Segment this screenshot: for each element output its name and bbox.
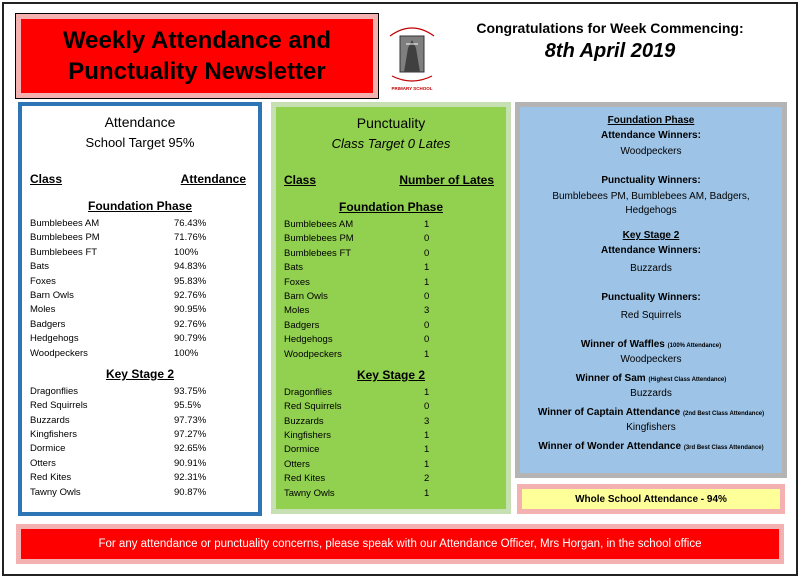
attendance-col-class: Class: [30, 172, 63, 186]
class-name: Red Squirrels: [284, 401, 342, 413]
class-value: 0: [424, 233, 430, 245]
attendance-col-value: Attendance: [180, 172, 246, 186]
class-value: 1: [424, 262, 430, 274]
class-name: Woodpeckers: [284, 348, 342, 360]
class-value: 3: [424, 415, 430, 427]
class-row: [276, 458, 506, 472]
class-name: Dragonflies: [30, 385, 79, 397]
ks2-attendance-winners-value: Buzzards: [630, 263, 672, 274]
class-name: Barn Owls: [30, 289, 74, 301]
class-row: [276, 386, 506, 400]
ks2-punctuality-winners-label: Punctuality Winners:: [601, 292, 701, 303]
class-value: 1: [424, 276, 430, 288]
waffles-label-text: Winner of Waffles: [580, 339, 665, 350]
winners-foundation-heading: Foundation Phase: [607, 115, 695, 126]
class-row: [276, 290, 506, 304]
class-row: [22, 399, 258, 413]
class-value: 90.91%: [174, 457, 207, 469]
newsletter-title-line2: Punctuality Newsletter: [68, 58, 326, 85]
ks2-punctuality-winners-value: Red Squirrels: [620, 310, 682, 321]
attendance-column-headers: [22, 172, 258, 186]
sam-winner-value: Buzzards: [630, 388, 672, 399]
punctuality-target: Class Target 0 Lates: [331, 136, 451, 151]
class-row: [22, 289, 258, 303]
class-row: [22, 260, 258, 274]
class-value: 100%: [174, 246, 199, 258]
class-row: [22, 471, 258, 485]
class-name: Kingfishers: [284, 430, 331, 442]
class-row: [276, 415, 506, 429]
class-name: Hedgehogs: [284, 334, 333, 346]
punctuality-col-value: Number of Lates: [399, 173, 494, 187]
logo-text: PRIMARY SCHOOL: [391, 86, 433, 91]
fp-attendance-winners-label: Attendance Winners:: [601, 130, 701, 141]
class-value: 3: [424, 305, 430, 317]
class-row: [22, 428, 258, 442]
class-name: Woodpeckers: [30, 347, 88, 359]
class-name: Bumblebees PM: [30, 232, 100, 244]
class-value: 90.79%: [174, 333, 207, 345]
class-name: Dragonflies: [284, 386, 333, 398]
fp-punctuality-winners-label: Punctuality Winners:: [601, 175, 701, 186]
class-value: 1: [424, 487, 430, 499]
class-row: [22, 414, 258, 428]
class-value: 97.73%: [174, 414, 207, 426]
class-value: 95.83%: [174, 275, 207, 287]
class-value: 92.31%: [174, 472, 207, 484]
class-value: 95.5%: [174, 400, 201, 412]
waffles-winner-value: Woodpeckers: [620, 354, 682, 365]
class-value: 71.76%: [174, 232, 207, 244]
attendance-title: Attendance: [104, 114, 176, 130]
class-row: [22, 231, 258, 245]
class-row: [22, 385, 258, 399]
class-name: Tawny Owls: [284, 487, 335, 499]
attendance-ks2-heading: Key Stage 2: [105, 366, 175, 381]
class-name: Otters: [284, 458, 310, 470]
class-value: 94.83%: [174, 261, 207, 273]
class-name: Bumblebees PM: [284, 233, 354, 245]
class-value: 100%: [174, 347, 199, 359]
class-value: 1: [424, 386, 430, 398]
class-value: 92.76%: [174, 289, 207, 301]
class-row: [22, 246, 258, 260]
wonder-note: (3rd Best Class Attendance): [683, 445, 764, 451]
class-value: 1: [424, 430, 430, 442]
punctuality-foundation-list: [276, 218, 506, 362]
class-row: [276, 276, 506, 290]
captain-note: (2nd Best Class Attendance): [682, 411, 765, 417]
whole-school-attendance-banner: Whole School Attendance - 94%: [517, 484, 785, 514]
class-value: 76.43%: [174, 218, 207, 229]
newsletter-title-box: [16, 14, 378, 98]
class-row: [276, 319, 506, 333]
class-name: Moles: [30, 304, 56, 316]
class-value: 0: [424, 247, 430, 259]
class-value: 0: [424, 334, 430, 346]
class-row: [22, 318, 258, 332]
class-name: Red Kites: [284, 473, 326, 485]
class-value: 90.95%: [174, 304, 207, 316]
sam-winner-label: [520, 373, 782, 384]
class-name: Bumblebees AM: [284, 219, 354, 230]
class-row: [276, 472, 506, 486]
class-value: 0: [424, 401, 430, 413]
winners-ks2-heading: Key Stage 2: [622, 230, 680, 241]
class-row: [276, 247, 506, 261]
fp-attendance-winners-value: Woodpeckers: [620, 146, 682, 157]
class-name: Badgers: [284, 319, 320, 331]
waffles-winner-label: [520, 339, 782, 350]
winners-panel: [515, 102, 787, 478]
class-row: [22, 332, 258, 346]
congratulations-block: [450, 20, 770, 63]
punctuality-ks2-heading: Key Stage 2: [356, 367, 426, 382]
class-name: Otters: [30, 457, 56, 469]
class-row: [276, 232, 506, 246]
waffles-note: (100% Attendance): [667, 343, 722, 349]
class-value: 90.87%: [174, 486, 207, 498]
footer-banner: For any attendance or punctuality concerns, please speak with our Attendance Officer, Mrs Horgan, in the school office: [16, 524, 784, 564]
captain-label-text: Winner of Captain Attendance: [537, 407, 681, 418]
class-row: [276, 333, 506, 347]
class-value: 1: [424, 348, 430, 360]
class-name: Bumblebees AM: [30, 218, 100, 229]
class-name: Red Squirrels: [30, 400, 88, 412]
class-name: Bumblebees FT: [284, 247, 352, 259]
class-row: [276, 348, 506, 362]
class-name: Bumblebees FT: [30, 246, 98, 258]
class-value: 92.76%: [174, 318, 207, 330]
class-name: Tawny Owls: [30, 486, 81, 498]
wonder-winner-label: [520, 441, 782, 452]
attendance-panel: [18, 102, 262, 516]
class-name: Barn Owls: [284, 290, 328, 302]
class-row: [276, 400, 506, 414]
congratulations-title: Congratulations for Week Commencing:: [476, 20, 744, 36]
class-name: Kingfishers: [30, 429, 77, 441]
attendance-ks2-list: [22, 385, 258, 500]
class-value: 0: [424, 319, 430, 331]
sam-label-text: Winner of Sam: [575, 373, 646, 384]
punctuality-column-headers: [276, 173, 506, 187]
class-name: Buzzards: [30, 414, 70, 426]
class-row: [22, 347, 258, 361]
attendance-target: School Target 95%: [85, 135, 195, 150]
class-name: Red Kites: [30, 472, 72, 484]
newsletter-title-line1: Weekly Attendance and: [62, 27, 332, 54]
class-row: [276, 487, 506, 501]
sam-note: (Highest Class Attendance): [648, 377, 727, 383]
class-name: Bats: [30, 261, 50, 273]
class-value: 1: [424, 444, 430, 456]
class-name: Foxes: [284, 276, 310, 288]
class-value: 1: [424, 219, 430, 230]
punctuality-foundation-heading: Foundation Phase: [338, 200, 443, 214]
class-row: [22, 457, 258, 471]
class-name: Badgers: [30, 318, 66, 330]
class-name: Moles: [284, 305, 310, 317]
class-row: [276, 261, 506, 275]
class-value: 97.27%: [174, 429, 207, 441]
class-value: 92.65%: [174, 443, 207, 455]
class-value: 0: [424, 290, 430, 302]
punctuality-panel: [271, 102, 511, 514]
week-commencing-date: 8th April 2019: [544, 40, 676, 62]
ks2-attendance-winners-label: Attendance Winners:: [601, 245, 701, 256]
class-name: Dormice: [30, 443, 66, 455]
class-row: [22, 442, 258, 456]
class-name: Dormice: [284, 444, 320, 456]
class-row: [22, 303, 258, 317]
class-row: [276, 429, 506, 443]
class-value: 1: [424, 458, 430, 470]
class-name: Foxes: [30, 275, 56, 287]
class-row: [22, 217, 258, 231]
attendance-foundation-heading: Foundation Phase: [87, 199, 192, 213]
class-name: Buzzards: [284, 415, 324, 427]
class-name: Hedgehogs: [30, 333, 79, 345]
class-row: [276, 304, 506, 318]
class-name: Bats: [284, 262, 304, 274]
class-row: [276, 218, 506, 232]
punctuality-col-class: Class: [284, 173, 317, 187]
punctuality-title: Punctuality: [356, 115, 426, 131]
class-row: [22, 275, 258, 289]
attendance-foundation-list: [22, 217, 258, 361]
class-value: 93.75%: [174, 385, 207, 397]
class-value: 2: [424, 473, 430, 485]
class-row: [276, 443, 506, 457]
captain-winner-label: [520, 407, 782, 418]
wonder-label-text: Winner of Wonder Attendance: [538, 441, 682, 452]
punctuality-ks2-list: [276, 386, 506, 501]
class-row: [22, 486, 258, 500]
captain-winner-value: Kingfishers: [626, 422, 676, 433]
fp-punctuality-winners-value: Bumblebees PM, Bumblebees AM, Badgers, Hedgehogs: [552, 191, 750, 216]
school-logo: [384, 14, 440, 98]
